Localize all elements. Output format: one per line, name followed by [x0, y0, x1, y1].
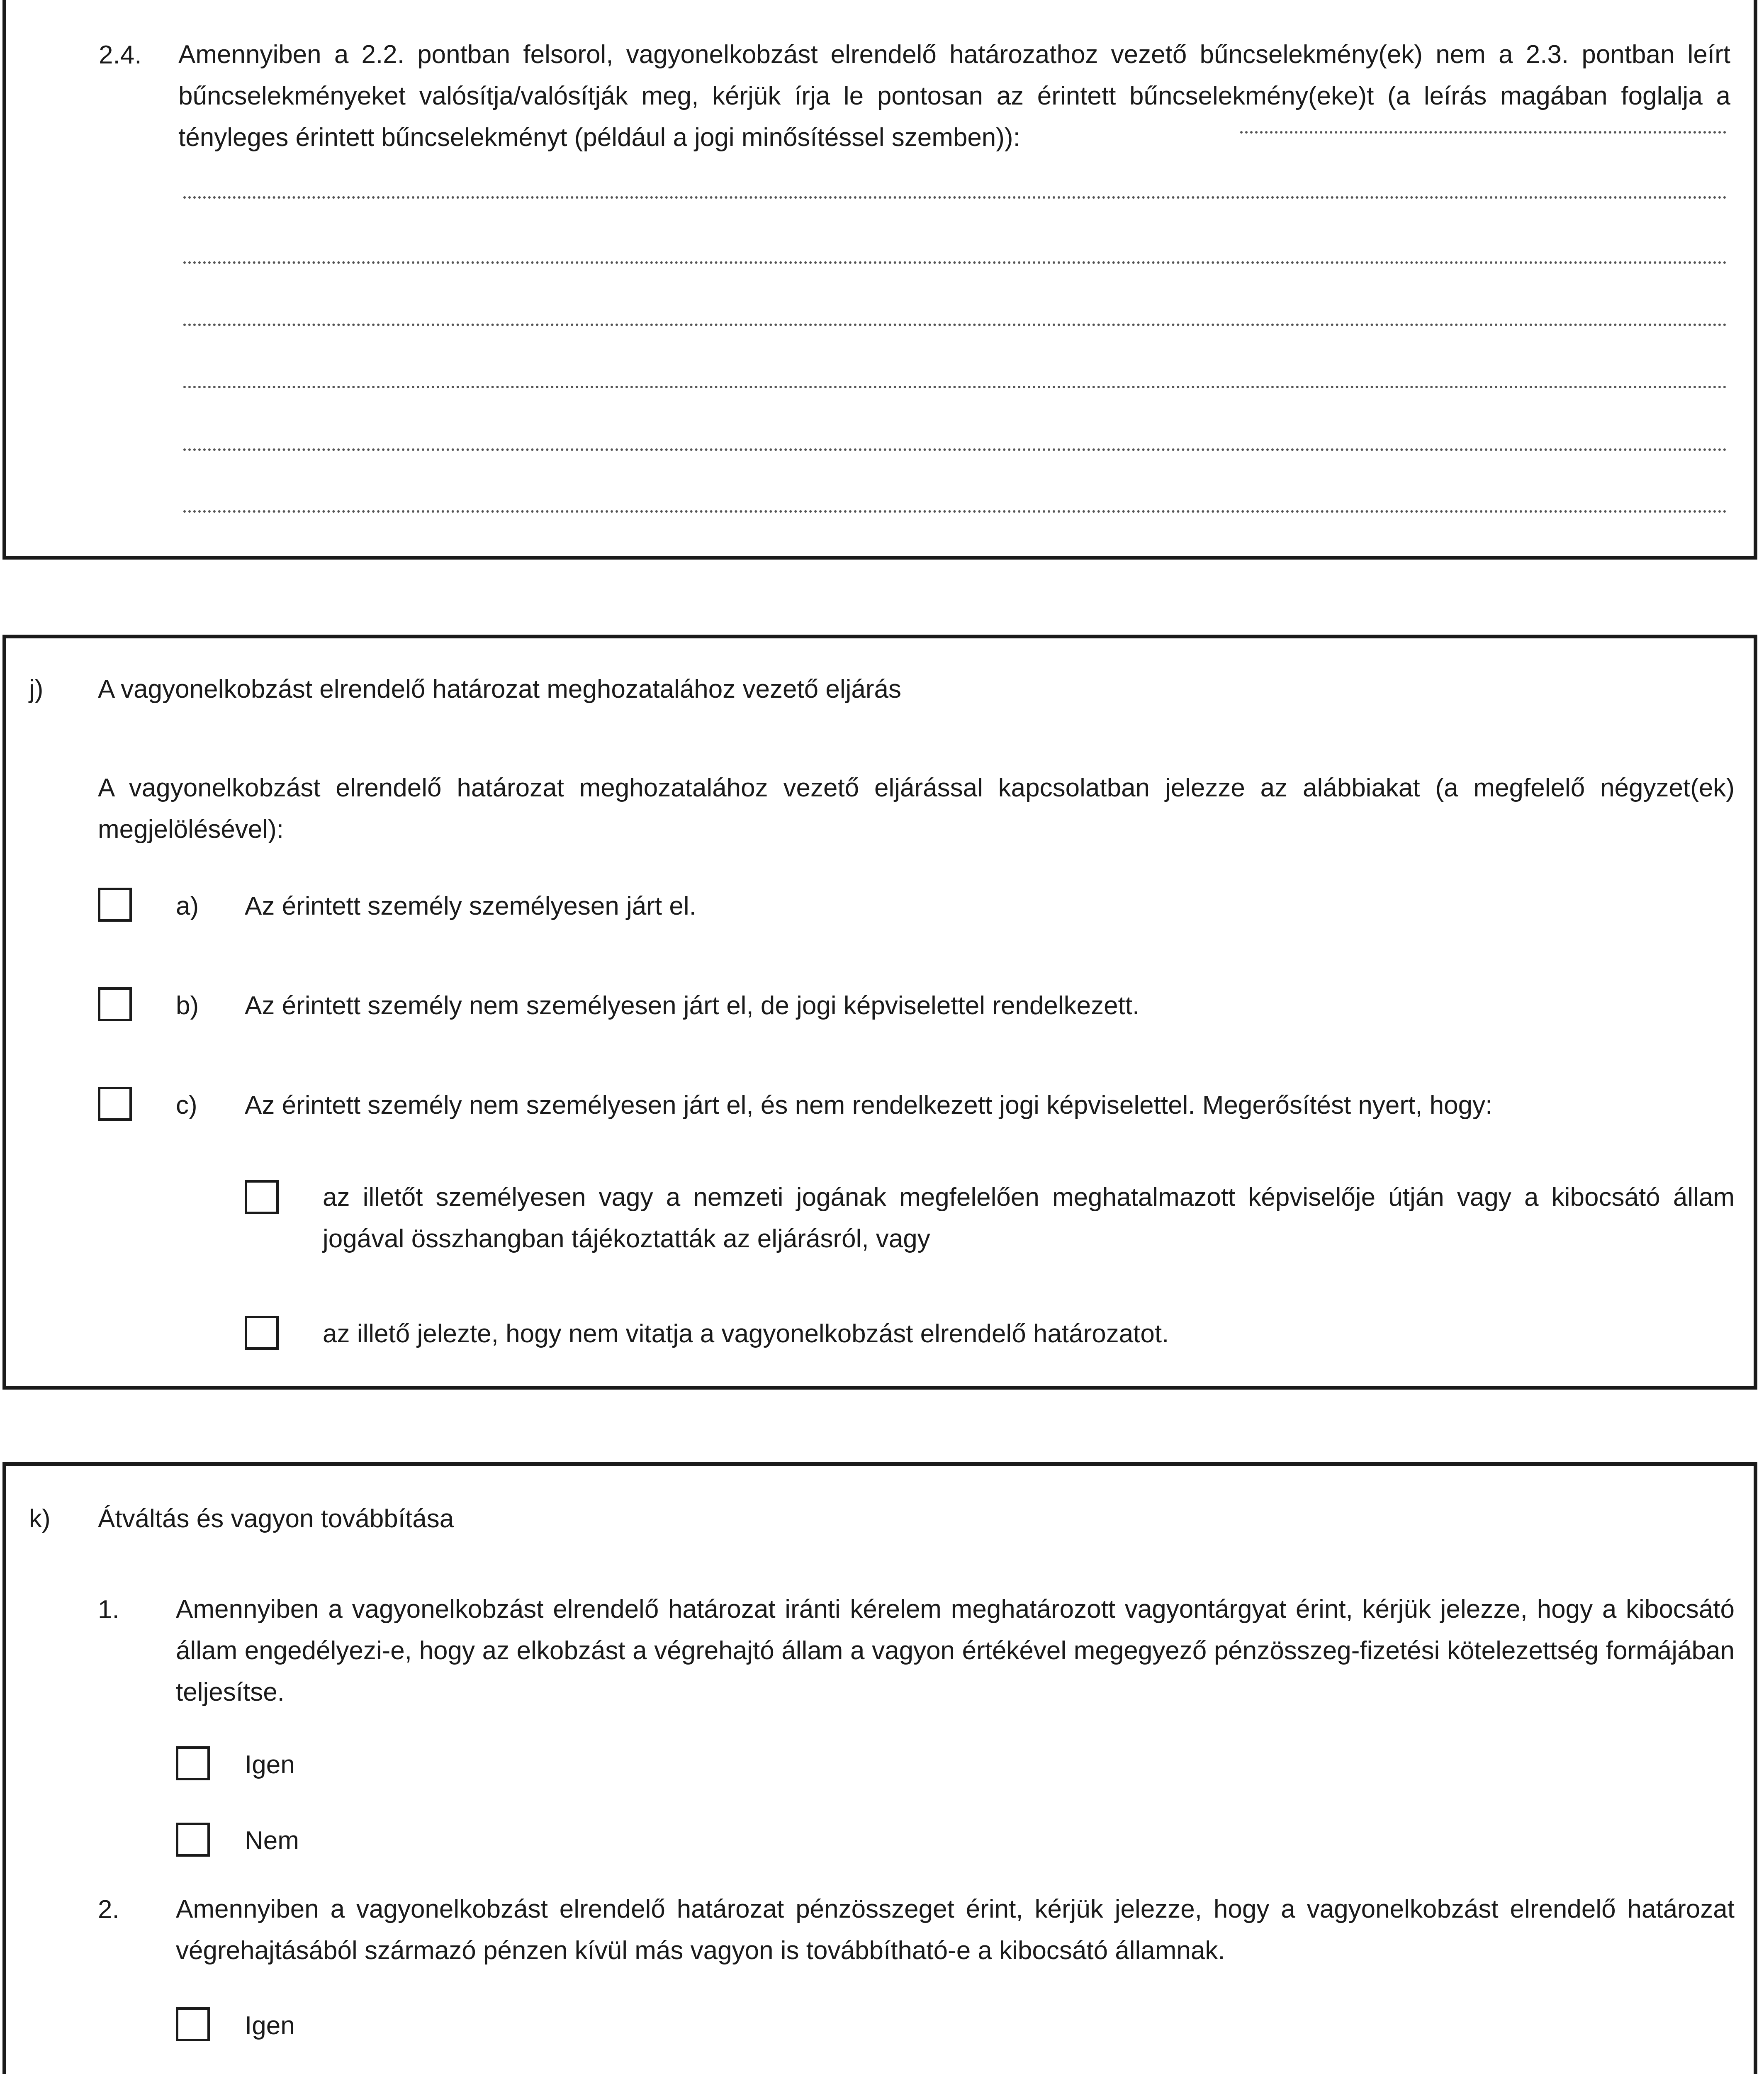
item-1-number: 1. — [98, 1595, 119, 1624]
answer-line-2[interactable] — [183, 196, 1727, 199]
option-c-label: c) — [176, 1091, 197, 1120]
option-a-text: Az érintett személy személyesen járt el. — [245, 892, 696, 920]
checkbox-item-1-no[interactable] — [176, 1823, 210, 1857]
sub-option-informed-text: az illetőt személyesen vagy a nemzeti jogának megfelelően meghatalmazott képviselője útján vagy a kibocsátó állam jogával összhangban tájékoztatták az eljárásról, vagy — [323, 1183, 1735, 1253]
checkbox-sub-option-informed[interactable] — [245, 1180, 279, 1214]
section-j-letter: j) — [29, 675, 44, 704]
answer-line-5[interactable] — [183, 386, 1727, 388]
item-2-text: Amennyiben a vagyonelkobzást elrendelő határozat pénzösszeget érint, kérjük jelezze, hogy a vagyonelkobzást elrendelő határozat végrehajtásából származó pénzen kívül más vagyon is továbbítható-e a kibocsátó államnak. — [176, 1895, 1735, 1965]
checkbox-sub-option-not-contested[interactable] — [245, 1316, 279, 1350]
answer-line-3[interactable] — [183, 261, 1727, 264]
item-1-text: Amennyiben a vagyonelkobzást elrendelő határozat iránti kérelem meghatározott vagyontárgyat érint, kérjük jelezze, hogy a kibocsátó állam engedélyezi-e, hogy az elkobzást a végrehajtó állam a vagyon értékével megegyező pénzösszeg-fizetési kötelezettség formájában teljesítse. — [176, 1595, 1735, 1706]
sub-option-not-contested-text: az illető jelezte, hogy nem vitatja a vagyonelkobzást elrendelő határozatot. — [323, 1319, 1169, 1348]
item-2-yes-label: Igen — [245, 2011, 295, 2040]
option-c-text: Az érintett személy nem személyesen járt el, és nem rendelkezett jogi képviselettel. Megerősítést nyert, hogy: — [245, 1091, 1493, 1120]
checkbox-item-2-yes[interactable] — [176, 2007, 210, 2041]
checkbox-option-b[interactable] — [98, 987, 132, 1021]
option-b-label: b) — [176, 991, 199, 1020]
section-k-title: Átváltás és vagyon továbbítása — [98, 1504, 454, 1533]
checkbox-option-c[interactable] — [98, 1087, 132, 1121]
checkbox-option-a[interactable] — [98, 888, 132, 922]
answer-line-1[interactable] — [1240, 131, 1726, 134]
item-1-yes-label: Igen — [245, 1750, 295, 1779]
option-a-label: a) — [176, 892, 199, 920]
section-2-4-text: Amennyiben a 2.2. pontban felsorol, vagyonelkobzást elrendelő határozathoz vezető bűncselekmény(ek) nem a 2.3. pontban leírt bűncselekményeket valósítja/valósítják meg, kérjük írja le pontosan az érintett bűncselekmény(eke)t (a leírás magában foglalja a tényleges érintett bűncselekményt (például a jogi minősítéssel szemben)): — [178, 40, 1730, 152]
item-1-no-label: Nem — [245, 1826, 299, 1855]
item-2-number: 2. — [98, 1895, 119, 1924]
section-2-4-number: 2.4. — [99, 41, 142, 69]
answer-line-7[interactable] — [183, 510, 1727, 513]
answer-line-4[interactable] — [183, 324, 1727, 326]
section-k-letter: k) — [29, 1504, 51, 1533]
section-j-title: A vagyonelkobzást elrendelő határozat meghozatalához vezető eljárás — [98, 675, 902, 704]
section-j-intro: A vagyonelkobzást elrendelő határozat meghozatalához vezető eljárással kapcsolatban jelezze az alábbiakat (a megfelelő négyzet(ek) megjelölésével): — [98, 774, 1735, 844]
checkbox-item-1-yes[interactable] — [176, 1746, 210, 1780]
answer-line-6[interactable] — [183, 448, 1727, 451]
option-b-text: Az érintett személy nem személyesen járt el, de jogi képviselettel rendelkezett. — [245, 991, 1140, 1020]
